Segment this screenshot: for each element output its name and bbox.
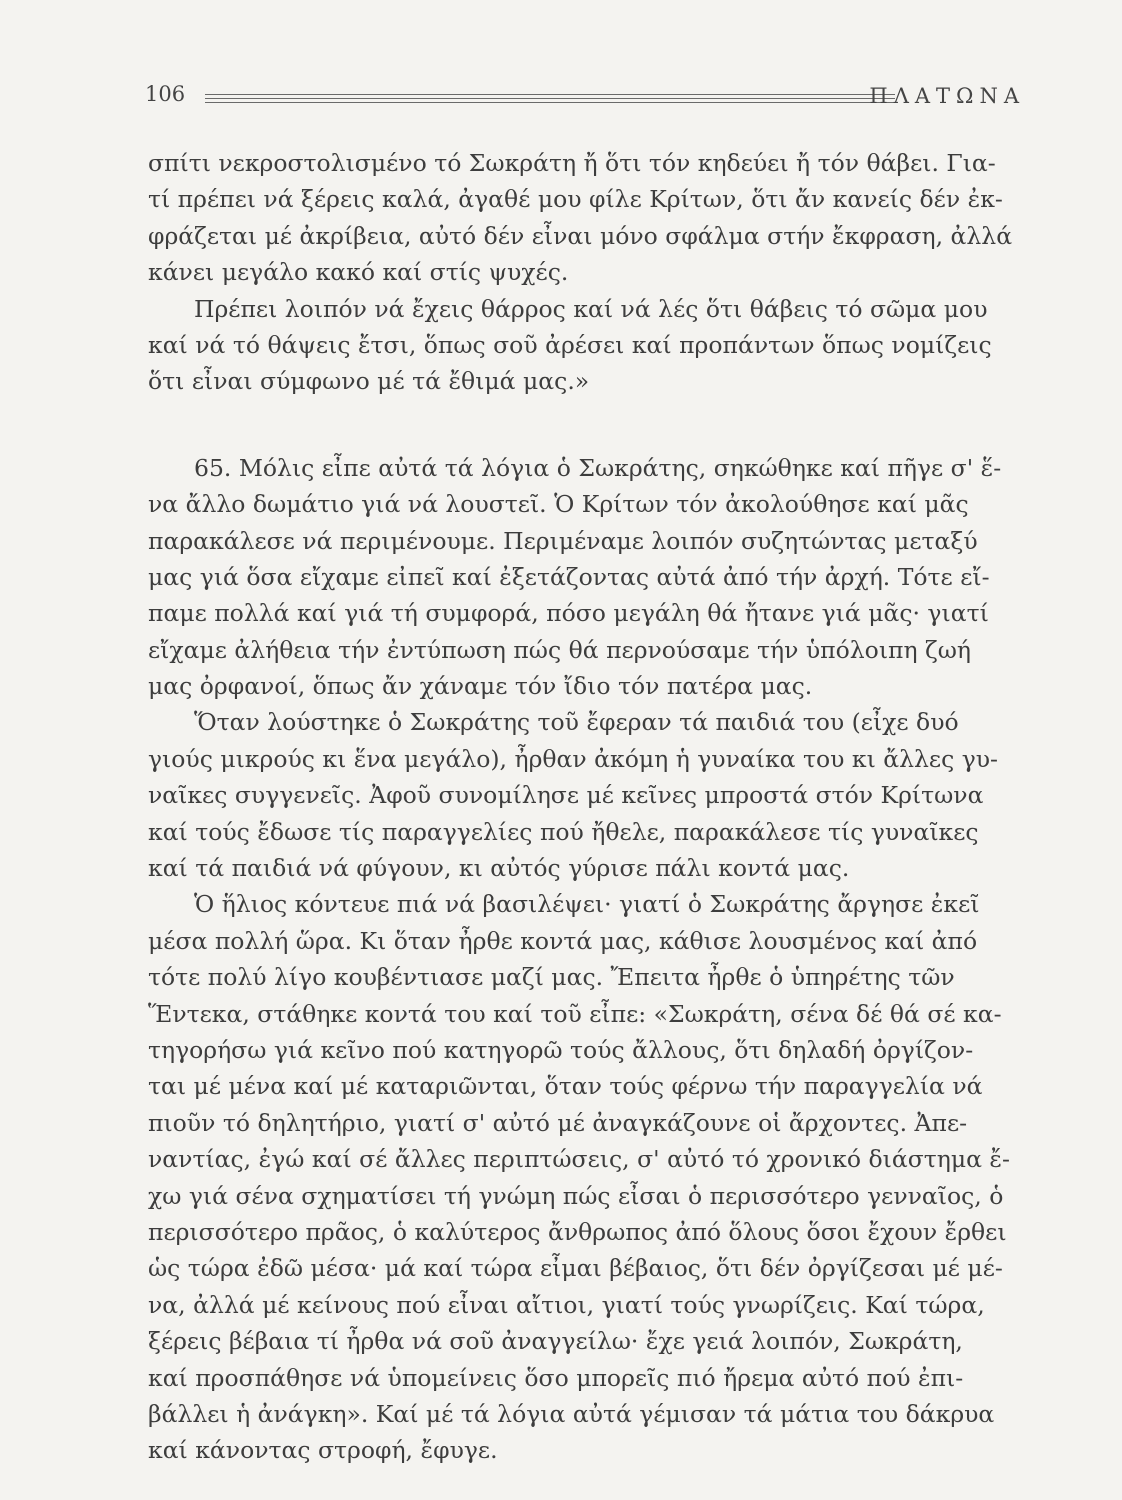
- running-title: ΠΛΑΤΩΝΑ: [869, 84, 1025, 108]
- text-line: φράζεται μέ ἀκρίβεια, αὐτό δέν εἶναι μόνο σφάλμα στήν ἔκφραση, ἀλλά: [148, 221, 1013, 250]
- text-line: Πρέπει λοιπόν νά ἔχεις θάρρος καί νά λές ὅτι θάβεις τό σῶμα μου: [194, 294, 988, 323]
- paragraph: [148, 145, 1028, 291]
- paragraph: [148, 291, 1028, 400]
- paragraph: [148, 886, 1028, 1468]
- text-line: παρακάλεσε νά περιμένουμε. Περιμέναμε λοιπόν συζητώντας μεταξύ: [148, 526, 978, 555]
- text-line: να ἄλλο δωμάτιο γιά νά λουστεῖ. Ὁ Κρίτων τόν ἀκολούθησε καί μᾶς: [148, 490, 969, 519]
- text-line: καί προσπάθησε νά ὑπομείνεις ὅσο μπορεῖς πιό ἤρεμα αὐτό πού ἐπι-: [148, 1363, 964, 1392]
- text-line: καί κάνοντας στροφή, ἔφυγε.: [148, 1436, 498, 1465]
- paragraph: [148, 450, 1028, 705]
- text-line: βάλλει ἡ ἀνάγκη». Καί μέ τά λόγια αὐτά γέμισαν τά μάτια του δάκρυα: [148, 1399, 995, 1428]
- text-line: μας ὀρφανοί, ὅπως ἄν χάναμε τόν ἴδιο τόν πατέρα μας.: [148, 672, 813, 701]
- body-text: [148, 145, 1028, 1469]
- text-line: ται μέ μένα καί μέ καταριῶνται, ὅταν τούς φέρνω τήν παραγγελία νά: [148, 1072, 983, 1101]
- text-line: Ὁ ἥλιος κόντευε πιά νά βασιλέψει· γιατί ὁ Σωκράτης ἄργησε ἐκεῖ: [194, 890, 980, 919]
- text-line: καί τούς ἔδωσε τίς παραγγελίες πού ἤθελε, παρακάλεσε τίς γυναῖκες: [148, 817, 979, 846]
- text-line: ναῖκες συγγενεῖς. Ἀφοῦ συνομίλησε μέ κεῖνες μπροστά στόν Κρίτωνα: [148, 781, 984, 810]
- text-line: καί τά παιδιά νά φύγουν, κι αὐτός γύρισε πάλι κοντά μας.: [148, 854, 850, 883]
- header-rule: [205, 94, 895, 106]
- text-line: μας γιά ὅσα εἴχαμε εἰπεῖ καί ἐξετάζοντας αὐτά ἀπό τήν ἀρχή. Τότε εἴ-: [148, 562, 990, 591]
- text-line: να, ἀλλά μέ κείνους πού εἶναι αἴτιοι, γιατί τούς γνωρίζεις. Καί τώρα,: [148, 1290, 985, 1319]
- text-line: κάνει μεγάλο κακό καί στίς ψυχές.: [148, 258, 569, 287]
- text-line: Ἕντεκα, στάθηκε κοντά του καί τοῦ εἶπε: «Σωκράτη, σένα δέ θά σέ κα-: [148, 999, 1002, 1028]
- paragraph: [148, 704, 1028, 886]
- text-line: σπίτι νεκροστολισμένο τό Σωκράτη ἤ ὅτι τόν κηδεύει ἤ τόν θάβει. Για-: [148, 149, 996, 177]
- text-line: καί νά τό θάψεις ἔτσι, ὅπως σοῦ ἀρέσει καί προπάντων ὅπως νομίζεις: [148, 330, 992, 359]
- text-line: εἴχαμε ἀλήθεια τήν ἐντύπωση πώς θά περνούσαμε τήν ὑπόλοιπη ζωή: [148, 635, 972, 664]
- text-line: τηγορήσω γιά κεῖνο πού κατηγορῶ τούς ἄλλους, ὅτι δηλαδή ὀργίζον-: [148, 1035, 974, 1064]
- text-line: χω γιά σένα σχηματίσει τή γνώμη πώς εἶσαι ὁ περισσότερο γενναῖος, ὁ: [148, 1181, 1004, 1210]
- text-line: ὅτι εἶναι σύμφωνο μέ τά ἔθιμά μας.»: [148, 367, 590, 396]
- text-line: τί πρέπει νά ξέρεις καλά, ἀγαθέ μου φίλε Κρίτων, ὅτι ἄν κανείς δέν ἐκ-: [148, 185, 1003, 214]
- text-line: Ὅταν λούστηκε ὁ Σωκράτης τοῦ ἔφεραν τά παιδιά του (εἶχε δυό: [194, 708, 959, 737]
- text-line: ναντίας, ἐγώ καί σέ ἄλλες περιπτώσεις, σ' αὐτό τό χρονικό διάστημα ἔ-: [148, 1145, 1010, 1174]
- text-line: τότε πολύ λίγο κουβέντιασε μαζί μας. Ἔπειτα ἦρθε ὁ ὑπηρέτης τῶν: [148, 963, 955, 992]
- page-header: [145, 82, 1025, 114]
- text-line: παμε πολλά καί γιά τή συμφορά, πόσο μεγάλη θά ἤτανε γιά μᾶς· γιατί: [148, 599, 989, 628]
- text-line: περισσότερο πρᾶος, ὁ καλύτερος ἄνθρωπος ἀπό ὅλους ὅσοι ἔχουν ἔρθει: [148, 1217, 1007, 1246]
- text-line: ὡς τώρα ἐδῶ μέσα· μά καί τώρα εἶμαι βέβαιος, ὅτι δέν ὀργίζεσαι μέ μέ-: [148, 1254, 1003, 1283]
- text-line: 65. Μόλις εἶπε αὐτά τά λόγια ὁ Σωκράτης, σηκώθηκε καί πῆγε σ' ἕ-: [194, 453, 1002, 482]
- page-number: 106: [145, 82, 186, 106]
- text-line: γιούς μικρούς κι ἕνα μεγάλο), ἦρθαν ἀκόμη ἡ γυναίκα του κι ἄλλες γυ-: [148, 744, 998, 773]
- text-line: πιοῦν τό δηλητήριο, γιατί σ' αὐτό μέ ἀναγκάζουνε οἱ ἄρχοντες. Ἀπε-: [148, 1108, 968, 1137]
- text-line: ξέρεις βέβαια τί ἦρθα νά σοῦ ἀναγγείλω· ἔχε γειά λοιπόν, Σωκράτη,: [148, 1327, 963, 1356]
- text-line: μέσα πολλή ὥρα. Κι ὅταν ἦρθε κοντά μας, κάθισε λουσμένος καί ἀπό: [148, 926, 978, 955]
- section-gap: [148, 400, 1028, 450]
